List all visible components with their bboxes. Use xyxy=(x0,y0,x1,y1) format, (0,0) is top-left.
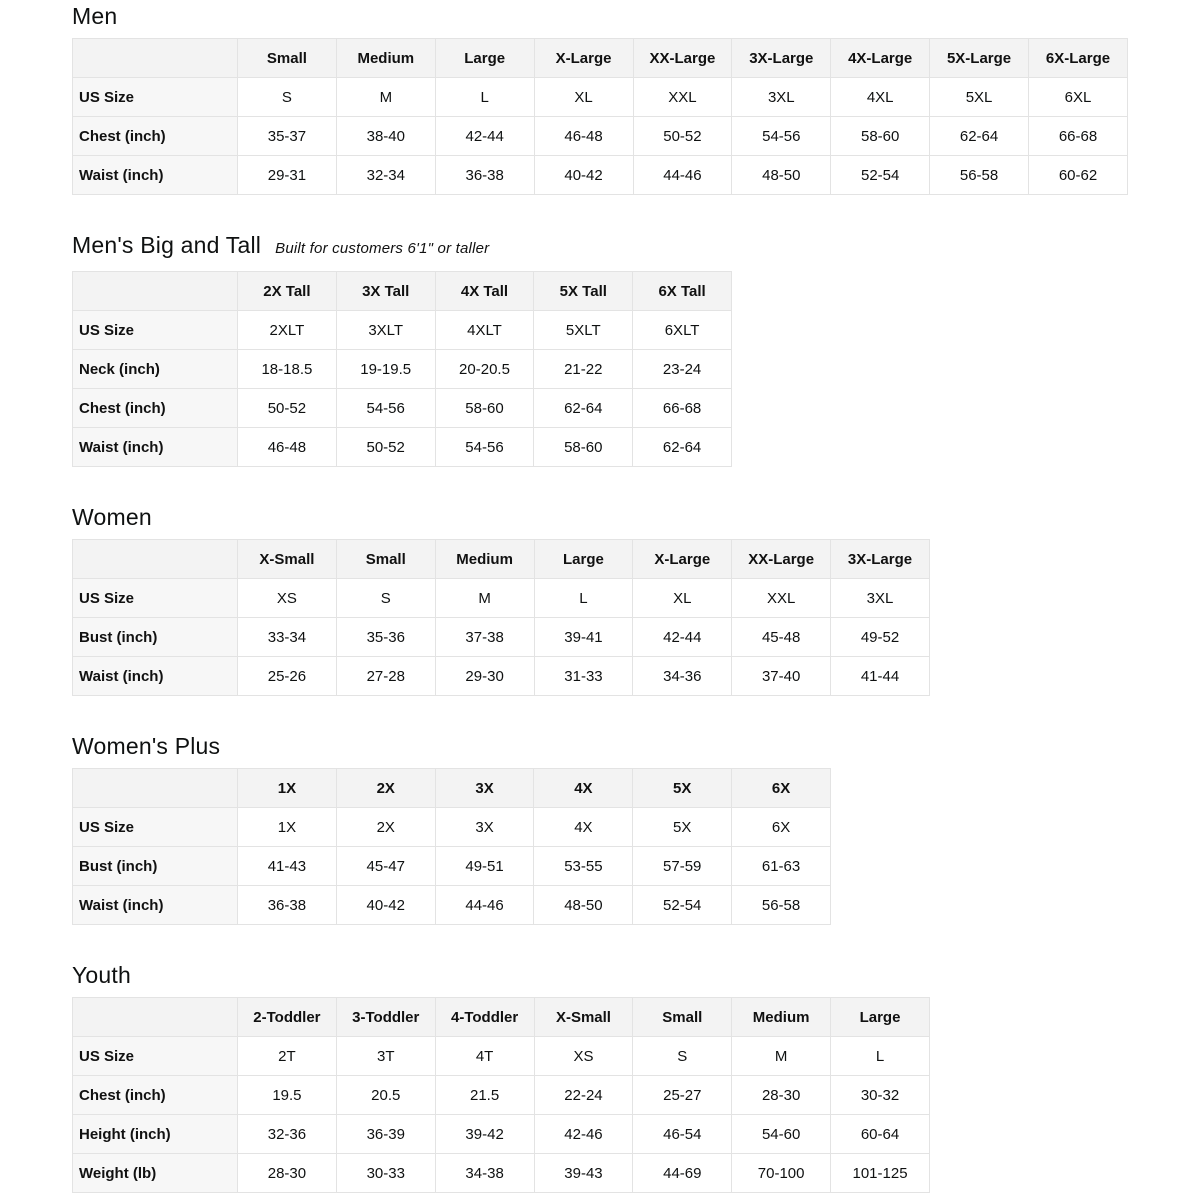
size-value-cell: 60-62 xyxy=(1029,156,1128,195)
row-label: Waist (inch) xyxy=(73,156,238,195)
size-value-cell: 2T xyxy=(238,1037,337,1076)
column-header: 3X xyxy=(435,769,534,808)
size-value-cell: 66-68 xyxy=(633,389,732,428)
section-title-text: Youth xyxy=(72,962,131,988)
table-row xyxy=(73,1076,930,1115)
size-value-cell: XXL xyxy=(732,579,831,618)
size-value-cell: 44-69 xyxy=(633,1154,732,1193)
size-value-cell: 41-44 xyxy=(831,657,930,696)
size-value-cell: 45-48 xyxy=(732,618,831,657)
size-value-cell: 1X xyxy=(238,808,337,847)
size-value-cell: XS xyxy=(238,579,337,618)
size-value-cell: 52-54 xyxy=(831,156,930,195)
section-title-women xyxy=(72,503,1128,531)
row-label: Chest (inch) xyxy=(73,389,238,428)
size-value-cell: 40-42 xyxy=(336,886,435,925)
size-value-cell: 44-46 xyxy=(633,156,732,195)
table-row xyxy=(73,117,1128,156)
section-title-womens-plus xyxy=(72,732,1128,760)
women-size-table xyxy=(72,539,930,696)
column-header: 4X-Large xyxy=(831,39,930,78)
column-header: 5X xyxy=(633,769,732,808)
size-value-cell: 6XLT xyxy=(633,311,732,350)
table-row xyxy=(73,389,732,428)
size-value-cell: 4X xyxy=(534,808,633,847)
corner-cell xyxy=(73,39,238,78)
size-value-cell: S xyxy=(633,1037,732,1076)
table-row xyxy=(73,1037,930,1076)
size-value-cell: 32-34 xyxy=(336,156,435,195)
size-value-cell: L xyxy=(435,78,534,117)
size-value-cell: 61-63 xyxy=(732,847,831,886)
size-value-cell: 37-38 xyxy=(435,618,534,657)
size-value-cell: 66-68 xyxy=(1029,117,1128,156)
row-label: Waist (inch) xyxy=(73,886,238,925)
row-label: Waist (inch) xyxy=(73,428,238,467)
size-value-cell: 29-30 xyxy=(435,657,534,696)
column-header: Large xyxy=(435,39,534,78)
row-label: Chest (inch) xyxy=(73,117,238,156)
size-value-cell: 19-19.5 xyxy=(336,350,435,389)
size-value-cell: 28-30 xyxy=(732,1076,831,1115)
section-womens-plus xyxy=(72,732,1128,925)
size-value-cell: 41-43 xyxy=(238,847,337,886)
size-value-cell: 50-52 xyxy=(336,428,435,467)
row-label: Chest (inch) xyxy=(73,1076,238,1115)
size-value-cell: 37-40 xyxy=(732,657,831,696)
row-label: US Size xyxy=(73,78,238,117)
column-header: Large xyxy=(831,998,930,1037)
size-value-cell: 54-56 xyxy=(435,428,534,467)
size-value-cell: 2XLT xyxy=(238,311,337,350)
row-label: US Size xyxy=(73,808,238,847)
corner-cell xyxy=(73,272,238,311)
section-title-mens-big-and-tall xyxy=(72,231,1128,263)
size-value-cell: 42-44 xyxy=(633,618,732,657)
column-header: X-Small xyxy=(534,998,633,1037)
size-value-cell: 21.5 xyxy=(435,1076,534,1115)
size-value-cell: 21-22 xyxy=(534,350,633,389)
column-header: Small xyxy=(633,998,732,1037)
section-title-text: Women xyxy=(72,504,152,530)
size-value-cell: 31-33 xyxy=(534,657,633,696)
size-value-cell: 28-30 xyxy=(238,1154,337,1193)
size-value-cell: 3T xyxy=(336,1037,435,1076)
column-header: 6X Tall xyxy=(633,272,732,311)
size-value-cell: 50-52 xyxy=(238,389,337,428)
column-header: 5X-Large xyxy=(930,39,1029,78)
size-value-cell: 52-54 xyxy=(633,886,732,925)
size-value-cell: 42-44 xyxy=(435,117,534,156)
section-men xyxy=(72,2,1128,195)
row-label: Bust (inch) xyxy=(73,618,238,657)
column-header: 6X-Large xyxy=(1029,39,1128,78)
table-row xyxy=(73,156,1128,195)
column-header: XX-Large xyxy=(732,540,831,579)
size-value-cell: 62-64 xyxy=(633,428,732,467)
size-value-cell: 70-100 xyxy=(732,1154,831,1193)
section-title-text: Men's Big and Tall xyxy=(72,232,262,258)
mens-big-and-tall-size-table xyxy=(72,271,732,467)
size-value-cell: 36-38 xyxy=(435,156,534,195)
section-title-men xyxy=(72,2,1128,30)
column-header: Medium xyxy=(336,39,435,78)
size-value-cell: 25-27 xyxy=(633,1076,732,1115)
size-value-cell: 42-46 xyxy=(534,1115,633,1154)
size-value-cell: 39-42 xyxy=(435,1115,534,1154)
column-header: Large xyxy=(534,540,633,579)
table-row xyxy=(73,350,732,389)
column-header: 5X Tall xyxy=(534,272,633,311)
column-header: XX-Large xyxy=(633,39,732,78)
size-value-cell: L xyxy=(534,579,633,618)
table-row xyxy=(73,808,831,847)
column-header: Small xyxy=(336,540,435,579)
row-label: Height (inch) xyxy=(73,1115,238,1154)
size-value-cell: 32-36 xyxy=(238,1115,337,1154)
size-value-cell: 23-24 xyxy=(633,350,732,389)
size-value-cell: 49-51 xyxy=(435,847,534,886)
size-value-cell: 58-60 xyxy=(534,428,633,467)
size-value-cell: 46-48 xyxy=(534,117,633,156)
size-value-cell: 58-60 xyxy=(831,117,930,156)
size-value-cell: 54-56 xyxy=(732,117,831,156)
column-header: 2X Tall xyxy=(238,272,337,311)
size-value-cell: 36-38 xyxy=(238,886,337,925)
row-label: US Size xyxy=(73,1037,238,1076)
size-value-cell: 39-43 xyxy=(534,1154,633,1193)
size-value-cell: 56-58 xyxy=(732,886,831,925)
row-label: Neck (inch) xyxy=(73,350,238,389)
size-value-cell: 57-59 xyxy=(633,847,732,886)
corner-cell xyxy=(73,540,238,579)
size-value-cell: 46-48 xyxy=(238,428,337,467)
size-value-cell: 34-36 xyxy=(633,657,732,696)
size-value-cell: 35-37 xyxy=(238,117,337,156)
size-value-cell: XXL xyxy=(633,78,732,117)
size-value-cell: 58-60 xyxy=(435,389,534,428)
size-value-cell: 5XLT xyxy=(534,311,633,350)
size-value-cell: 3XL xyxy=(732,78,831,117)
row-label: US Size xyxy=(73,579,238,618)
size-value-cell: 27-28 xyxy=(336,657,435,696)
table-row xyxy=(73,428,732,467)
size-value-cell: 22-24 xyxy=(534,1076,633,1115)
table-row xyxy=(73,657,930,696)
column-header: 3X-Large xyxy=(831,540,930,579)
column-header: 4X Tall xyxy=(435,272,534,311)
size-value-cell: 39-41 xyxy=(534,618,633,657)
men-size-table xyxy=(72,38,1128,195)
section-mens-big-and-tall xyxy=(72,231,1128,467)
column-header: 1X xyxy=(238,769,337,808)
size-value-cell: 36-39 xyxy=(336,1115,435,1154)
size-value-cell: 35-36 xyxy=(336,618,435,657)
size-value-cell: 2X xyxy=(336,808,435,847)
size-value-cell: 48-50 xyxy=(534,886,633,925)
table-row xyxy=(73,1154,930,1193)
column-header: Medium xyxy=(732,998,831,1037)
size-value-cell: 5XL xyxy=(930,78,1029,117)
size-value-cell: S xyxy=(238,78,337,117)
size-value-cell: 3XLT xyxy=(336,311,435,350)
womens-plus-size-table xyxy=(72,768,831,925)
section-subtitle: Built for customers 6'1" or taller xyxy=(275,240,490,257)
corner-cell xyxy=(73,998,238,1037)
size-value-cell: 101-125 xyxy=(831,1154,930,1193)
size-value-cell: 29-31 xyxy=(238,156,337,195)
size-value-cell: 3XL xyxy=(831,579,930,618)
table-row xyxy=(73,311,732,350)
size-value-cell: 53-55 xyxy=(534,847,633,886)
column-header: 3X Tall xyxy=(336,272,435,311)
size-value-cell: 6X xyxy=(732,808,831,847)
size-value-cell: 30-32 xyxy=(831,1076,930,1115)
size-value-cell: 33-34 xyxy=(238,618,337,657)
section-youth xyxy=(72,961,1128,1193)
column-header: 4-Toddler xyxy=(435,998,534,1037)
column-header: X-Large xyxy=(633,540,732,579)
section-title-text: Men xyxy=(72,3,118,29)
section-women xyxy=(72,503,1128,696)
column-header: 3-Toddler xyxy=(336,998,435,1037)
size-value-cell: 20.5 xyxy=(336,1076,435,1115)
size-value-cell: 20-20.5 xyxy=(435,350,534,389)
size-value-cell: 48-50 xyxy=(732,156,831,195)
table-row xyxy=(73,618,930,657)
size-value-cell: 25-26 xyxy=(238,657,337,696)
table-row xyxy=(73,1115,930,1154)
column-header: 3X-Large xyxy=(732,39,831,78)
row-label: Bust (inch) xyxy=(73,847,238,886)
table-row xyxy=(73,78,1128,117)
size-value-cell: 54-56 xyxy=(336,389,435,428)
size-value-cell: 54-60 xyxy=(732,1115,831,1154)
size-value-cell: XS xyxy=(534,1037,633,1076)
size-value-cell: XL xyxy=(534,78,633,117)
column-header: X-Small xyxy=(238,540,337,579)
size-value-cell: L xyxy=(831,1037,930,1076)
size-value-cell: 49-52 xyxy=(831,618,930,657)
size-value-cell: 3X xyxy=(435,808,534,847)
size-value-cell: 4XLT xyxy=(435,311,534,350)
table-row xyxy=(73,847,831,886)
column-header: Small xyxy=(238,39,337,78)
column-header: 2X xyxy=(336,769,435,808)
column-header: 4X xyxy=(534,769,633,808)
column-header: X-Large xyxy=(534,39,633,78)
section-title-text: Women's Plus xyxy=(72,733,221,759)
size-value-cell: 45-47 xyxy=(336,847,435,886)
youth-size-table xyxy=(72,997,930,1193)
size-value-cell: S xyxy=(336,579,435,618)
table-row xyxy=(73,579,930,618)
size-value-cell: M xyxy=(435,579,534,618)
row-label: Weight (lb) xyxy=(73,1154,238,1193)
size-value-cell: 50-52 xyxy=(633,117,732,156)
size-value-cell: M xyxy=(732,1037,831,1076)
row-label: US Size xyxy=(73,311,238,350)
section-title-youth xyxy=(72,961,1128,989)
row-label: Waist (inch) xyxy=(73,657,238,696)
size-value-cell: 62-64 xyxy=(930,117,1029,156)
table-row xyxy=(73,886,831,925)
column-header: 2-Toddler xyxy=(238,998,337,1037)
size-value-cell: 5X xyxy=(633,808,732,847)
size-value-cell: 4T xyxy=(435,1037,534,1076)
size-value-cell: 4XL xyxy=(831,78,930,117)
size-value-cell: M xyxy=(336,78,435,117)
column-header: Medium xyxy=(435,540,534,579)
size-value-cell: 46-54 xyxy=(633,1115,732,1154)
size-value-cell: 44-46 xyxy=(435,886,534,925)
size-value-cell: 56-58 xyxy=(930,156,1029,195)
corner-cell xyxy=(73,769,238,808)
size-value-cell: 18-18.5 xyxy=(238,350,337,389)
size-value-cell: 6XL xyxy=(1029,78,1128,117)
size-value-cell: 30-33 xyxy=(336,1154,435,1193)
column-header: 6X xyxy=(732,769,831,808)
size-value-cell: 34-38 xyxy=(435,1154,534,1193)
size-value-cell: XL xyxy=(633,579,732,618)
size-value-cell: 38-40 xyxy=(336,117,435,156)
size-value-cell: 40-42 xyxy=(534,156,633,195)
size-value-cell: 60-64 xyxy=(831,1115,930,1154)
size-value-cell: 62-64 xyxy=(534,389,633,428)
size-value-cell: 19.5 xyxy=(238,1076,337,1115)
